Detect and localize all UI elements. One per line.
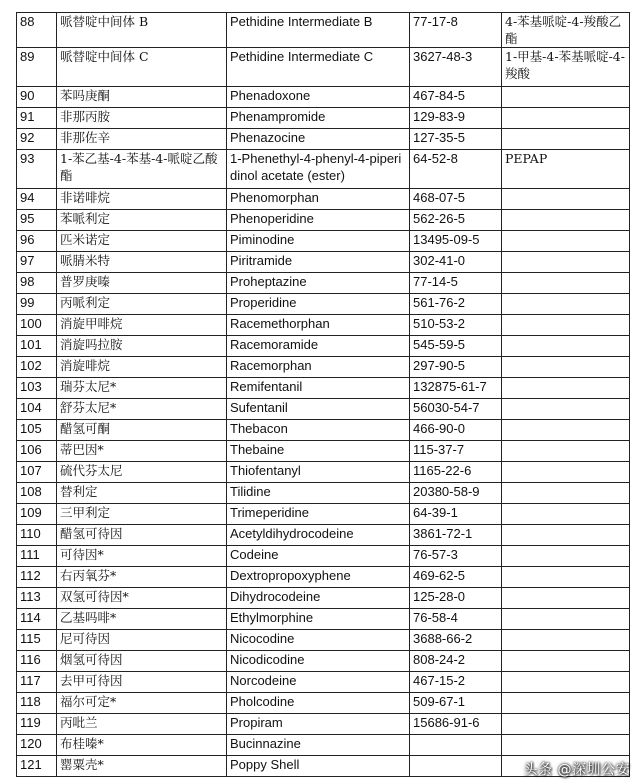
english-name-cell: Pholcodine xyxy=(227,693,410,714)
chinese-name-cell: 苯哌利定 xyxy=(57,210,227,231)
cas-number-cell: 64-39-1 xyxy=(410,504,502,525)
english-name-cell: Piritramide xyxy=(227,252,410,273)
drug-list-table-page xyxy=(16,12,630,777)
note-cell xyxy=(502,252,630,273)
row-number-cell: 100 xyxy=(17,315,57,336)
note-cell xyxy=(502,546,630,567)
table-row xyxy=(17,252,630,273)
cas-number-cell: 64-52-8 xyxy=(410,150,502,189)
chinese-name-cell: 烟氢可待因 xyxy=(57,651,227,672)
table-row xyxy=(17,693,630,714)
english-name-cell: Phenadoxone xyxy=(227,87,410,108)
note-cell xyxy=(502,630,630,651)
chinese-name-cell: 硫代芬太尼 xyxy=(57,462,227,483)
table-body xyxy=(17,13,630,777)
row-number-cell: 109 xyxy=(17,504,57,525)
chinese-name-cell: 蒂巴因* xyxy=(57,441,227,462)
row-number-cell: 107 xyxy=(17,462,57,483)
table-row xyxy=(17,294,630,315)
english-name-cell: Codeine xyxy=(227,546,410,567)
cas-number-cell: 15686-91-6 xyxy=(410,714,502,735)
cas-number-cell: 466-90-0 xyxy=(410,420,502,441)
english-name-cell: Bucinnazine xyxy=(227,735,410,756)
english-name-cell: Racemethorphan xyxy=(227,315,410,336)
table-row xyxy=(17,546,630,567)
note-cell xyxy=(502,189,630,210)
watermark: 头条 @深圳公安 xyxy=(523,762,630,778)
table-row xyxy=(17,150,630,189)
english-name-cell: Sufentanil xyxy=(227,399,410,420)
controlled-substances-table xyxy=(16,12,630,777)
table-row xyxy=(17,441,630,462)
table-row xyxy=(17,651,630,672)
table-row xyxy=(17,525,630,546)
english-name-cell: Dihydrocodeine xyxy=(227,588,410,609)
note-cell xyxy=(502,441,630,462)
cas-number-cell: 3688-66-2 xyxy=(410,630,502,651)
note-cell xyxy=(502,357,630,378)
row-number-cell: 113 xyxy=(17,588,57,609)
chinese-name-cell: 可待因* xyxy=(57,546,227,567)
chinese-name-cell: 非那丙胺 xyxy=(57,108,227,129)
note-cell xyxy=(502,735,630,756)
note-cell xyxy=(502,693,630,714)
note-cell xyxy=(502,294,630,315)
row-number-cell: 97 xyxy=(17,252,57,273)
note-cell xyxy=(502,336,630,357)
cas-number-cell: 468-07-5 xyxy=(410,189,502,210)
chinese-name-cell: 罂粟壳* xyxy=(57,756,227,777)
table-row xyxy=(17,189,630,210)
table-row xyxy=(17,378,630,399)
note-cell xyxy=(502,567,630,588)
cas-number-cell: 469-62-5 xyxy=(410,567,502,588)
note-cell xyxy=(502,87,630,108)
table-row xyxy=(17,336,630,357)
cas-number-cell: 1165-22-6 xyxy=(410,462,502,483)
english-name-cell: Propiram xyxy=(227,714,410,735)
row-number-cell: 116 xyxy=(17,651,57,672)
english-name-cell: Phenoperidine xyxy=(227,210,410,231)
table-row xyxy=(17,129,630,150)
chinese-name-cell: 三甲利定 xyxy=(57,504,227,525)
cas-number-cell: 56030-54-7 xyxy=(410,399,502,420)
table-row xyxy=(17,48,630,87)
chinese-name-cell: 丙哌利定 xyxy=(57,294,227,315)
note-cell: PEPAP xyxy=(502,150,630,189)
row-number-cell: 108 xyxy=(17,483,57,504)
cas-number-cell: 3627-48-3 xyxy=(410,48,502,87)
table-row xyxy=(17,273,630,294)
note-cell xyxy=(502,525,630,546)
cas-number-cell: 3861-72-1 xyxy=(410,525,502,546)
table-row xyxy=(17,735,630,756)
chinese-name-cell: 醋氢可酮 xyxy=(57,420,227,441)
row-number-cell: 110 xyxy=(17,525,57,546)
table-row xyxy=(17,672,630,693)
english-name-cell: Thiofentanyl xyxy=(227,462,410,483)
table-row xyxy=(17,630,630,651)
english-name-cell: Phenampromide xyxy=(227,108,410,129)
english-name-cell: Proheptazine xyxy=(227,273,410,294)
chinese-name-cell: 替利定 xyxy=(57,483,227,504)
chinese-name-cell: 瑞芬太尼* xyxy=(57,378,227,399)
english-name-cell: 1-Phenethyl-4-phenyl-4-piperidinol acetate (ester) xyxy=(227,150,410,189)
table-row xyxy=(17,714,630,735)
table-row xyxy=(17,87,630,108)
chinese-name-cell: 消旋啡烷 xyxy=(57,357,227,378)
note-cell: 1-甲基-4-苯基哌啶-4-羧酸 xyxy=(502,48,630,87)
chinese-name-cell: 醋氢可待因 xyxy=(57,525,227,546)
table-row xyxy=(17,504,630,525)
row-number-cell: 96 xyxy=(17,231,57,252)
chinese-name-cell: 布桂嗪* xyxy=(57,735,227,756)
note-cell xyxy=(502,399,630,420)
english-name-cell: Trimeperidine xyxy=(227,504,410,525)
note-cell xyxy=(502,129,630,150)
chinese-name-cell: 丙吡兰 xyxy=(57,714,227,735)
english-name-cell: Tilidine xyxy=(227,483,410,504)
cas-number-cell: 76-58-4 xyxy=(410,609,502,630)
english-name-cell: Racemorphan xyxy=(227,357,410,378)
english-name-cell: Thebaine xyxy=(227,441,410,462)
table-row xyxy=(17,399,630,420)
note-cell xyxy=(502,108,630,129)
cas-number-cell: 20380-58-9 xyxy=(410,483,502,504)
english-name-cell: Properidine xyxy=(227,294,410,315)
english-name-cell: Nicocodine xyxy=(227,630,410,651)
note-cell xyxy=(502,651,630,672)
cas-number-cell: 76-57-3 xyxy=(410,546,502,567)
row-number-cell: 119 xyxy=(17,714,57,735)
english-name-cell: Nicodicodine xyxy=(227,651,410,672)
chinese-name-cell: 舒芬太尼* xyxy=(57,399,227,420)
english-name-cell: Racemoramide xyxy=(227,336,410,357)
table-row xyxy=(17,13,630,48)
chinese-name-cell: 非诺啡烷 xyxy=(57,189,227,210)
table-row xyxy=(17,609,630,630)
row-number-cell: 121 xyxy=(17,756,57,777)
cas-number-cell: 297-90-5 xyxy=(410,357,502,378)
chinese-name-cell: 哌替啶中间体 C xyxy=(57,48,227,87)
note-cell xyxy=(502,462,630,483)
cas-number-cell: 808-24-2 xyxy=(410,651,502,672)
cas-number-cell: 125-28-0 xyxy=(410,588,502,609)
row-number-cell: 118 xyxy=(17,693,57,714)
cas-number-cell: 13495-09-5 xyxy=(410,231,502,252)
cas-number-cell: 561-76-2 xyxy=(410,294,502,315)
chinese-name-cell: 双氢可待因* xyxy=(57,588,227,609)
table-row xyxy=(17,108,630,129)
row-number-cell: 95 xyxy=(17,210,57,231)
chinese-name-cell: 哌替啶中间体 B xyxy=(57,13,227,48)
table-row xyxy=(17,357,630,378)
row-number-cell: 99 xyxy=(17,294,57,315)
chinese-name-cell: 右丙氧芬* xyxy=(57,567,227,588)
row-number-cell: 91 xyxy=(17,108,57,129)
row-number-cell: 120 xyxy=(17,735,57,756)
cas-number-cell: 509-67-1 xyxy=(410,693,502,714)
cas-number-cell: 302-41-0 xyxy=(410,252,502,273)
row-number-cell: 106 xyxy=(17,441,57,462)
english-name-cell: Poppy Shell xyxy=(227,756,410,777)
row-number-cell: 90 xyxy=(17,87,57,108)
row-number-cell: 105 xyxy=(17,420,57,441)
cas-number-cell: 545-59-5 xyxy=(410,336,502,357)
english-name-cell: Pethidine Intermediate B xyxy=(227,13,410,48)
note-cell xyxy=(502,231,630,252)
cas-number-cell xyxy=(410,735,502,756)
chinese-name-cell: 匹米诺定 xyxy=(57,231,227,252)
chinese-name-cell: 尼可待因 xyxy=(57,630,227,651)
cas-number-cell: 115-37-7 xyxy=(410,441,502,462)
note-cell xyxy=(502,714,630,735)
row-number-cell: 102 xyxy=(17,357,57,378)
english-name-cell: Norcodeine xyxy=(227,672,410,693)
note-cell xyxy=(502,315,630,336)
cas-number-cell: 467-84-5 xyxy=(410,87,502,108)
chinese-name-cell: 乙基吗啡* xyxy=(57,609,227,630)
english-name-cell: Dextropropoxyphene xyxy=(227,567,410,588)
chinese-name-cell: 去甲可待因 xyxy=(57,672,227,693)
row-number-cell: 93 xyxy=(17,150,57,189)
cas-number-cell: 510-53-2 xyxy=(410,315,502,336)
note-cell xyxy=(502,273,630,294)
table-row xyxy=(17,231,630,252)
table-row xyxy=(17,483,630,504)
note-cell xyxy=(502,210,630,231)
english-name-cell: Acetyldihydrocodeine xyxy=(227,525,410,546)
cas-number-cell: 127-35-5 xyxy=(410,129,502,150)
english-name-cell: Piminodine xyxy=(227,231,410,252)
chinese-name-cell: 1-苯乙基-4-苯基-4-哌啶乙酸酯 xyxy=(57,150,227,189)
table-row xyxy=(17,315,630,336)
cas-number-cell: 562-26-5 xyxy=(410,210,502,231)
english-name-cell: Phenomorphan xyxy=(227,189,410,210)
note-cell xyxy=(502,609,630,630)
cas-number-cell: 132875-61-7 xyxy=(410,378,502,399)
note-cell xyxy=(502,588,630,609)
row-number-cell: 98 xyxy=(17,273,57,294)
english-name-cell: Ethylmorphine xyxy=(227,609,410,630)
row-number-cell: 101 xyxy=(17,336,57,357)
row-number-cell: 89 xyxy=(17,48,57,87)
note-cell: 4-苯基哌啶-4-羧酸乙酯 xyxy=(502,13,630,48)
note-cell xyxy=(502,420,630,441)
chinese-name-cell: 消旋吗拉胺 xyxy=(57,336,227,357)
english-name-cell: Phenazocine xyxy=(227,129,410,150)
row-number-cell: 117 xyxy=(17,672,57,693)
row-number-cell: 94 xyxy=(17,189,57,210)
table-row xyxy=(17,567,630,588)
table-row xyxy=(17,462,630,483)
row-number-cell: 114 xyxy=(17,609,57,630)
chinese-name-cell: 普罗庚嗪 xyxy=(57,273,227,294)
row-number-cell: 88 xyxy=(17,13,57,48)
chinese-name-cell: 消旋甲啡烷 xyxy=(57,315,227,336)
note-cell xyxy=(502,378,630,399)
row-number-cell: 115 xyxy=(17,630,57,651)
note-cell xyxy=(502,672,630,693)
note-cell xyxy=(502,504,630,525)
row-number-cell: 104 xyxy=(17,399,57,420)
chinese-name-cell: 非那佐辛 xyxy=(57,129,227,150)
cas-number-cell: 77-14-5 xyxy=(410,273,502,294)
english-name-cell: Remifentanil xyxy=(227,378,410,399)
cas-number-cell: 467-15-2 xyxy=(410,672,502,693)
cas-number-cell xyxy=(410,756,502,777)
chinese-name-cell: 苯吗庚酮 xyxy=(57,87,227,108)
row-number-cell: 111 xyxy=(17,546,57,567)
cas-number-cell: 129-83-9 xyxy=(410,108,502,129)
chinese-name-cell: 哌腈米特 xyxy=(57,252,227,273)
row-number-cell: 103 xyxy=(17,378,57,399)
row-number-cell: 112 xyxy=(17,567,57,588)
note-cell xyxy=(502,483,630,504)
english-name-cell: Pethidine Intermediate C xyxy=(227,48,410,87)
cas-number-cell: 77-17-8 xyxy=(410,13,502,48)
table-row xyxy=(17,588,630,609)
table-row xyxy=(17,420,630,441)
row-number-cell: 92 xyxy=(17,129,57,150)
chinese-name-cell: 福尔可定* xyxy=(57,693,227,714)
table-row xyxy=(17,210,630,231)
english-name-cell: Thebacon xyxy=(227,420,410,441)
